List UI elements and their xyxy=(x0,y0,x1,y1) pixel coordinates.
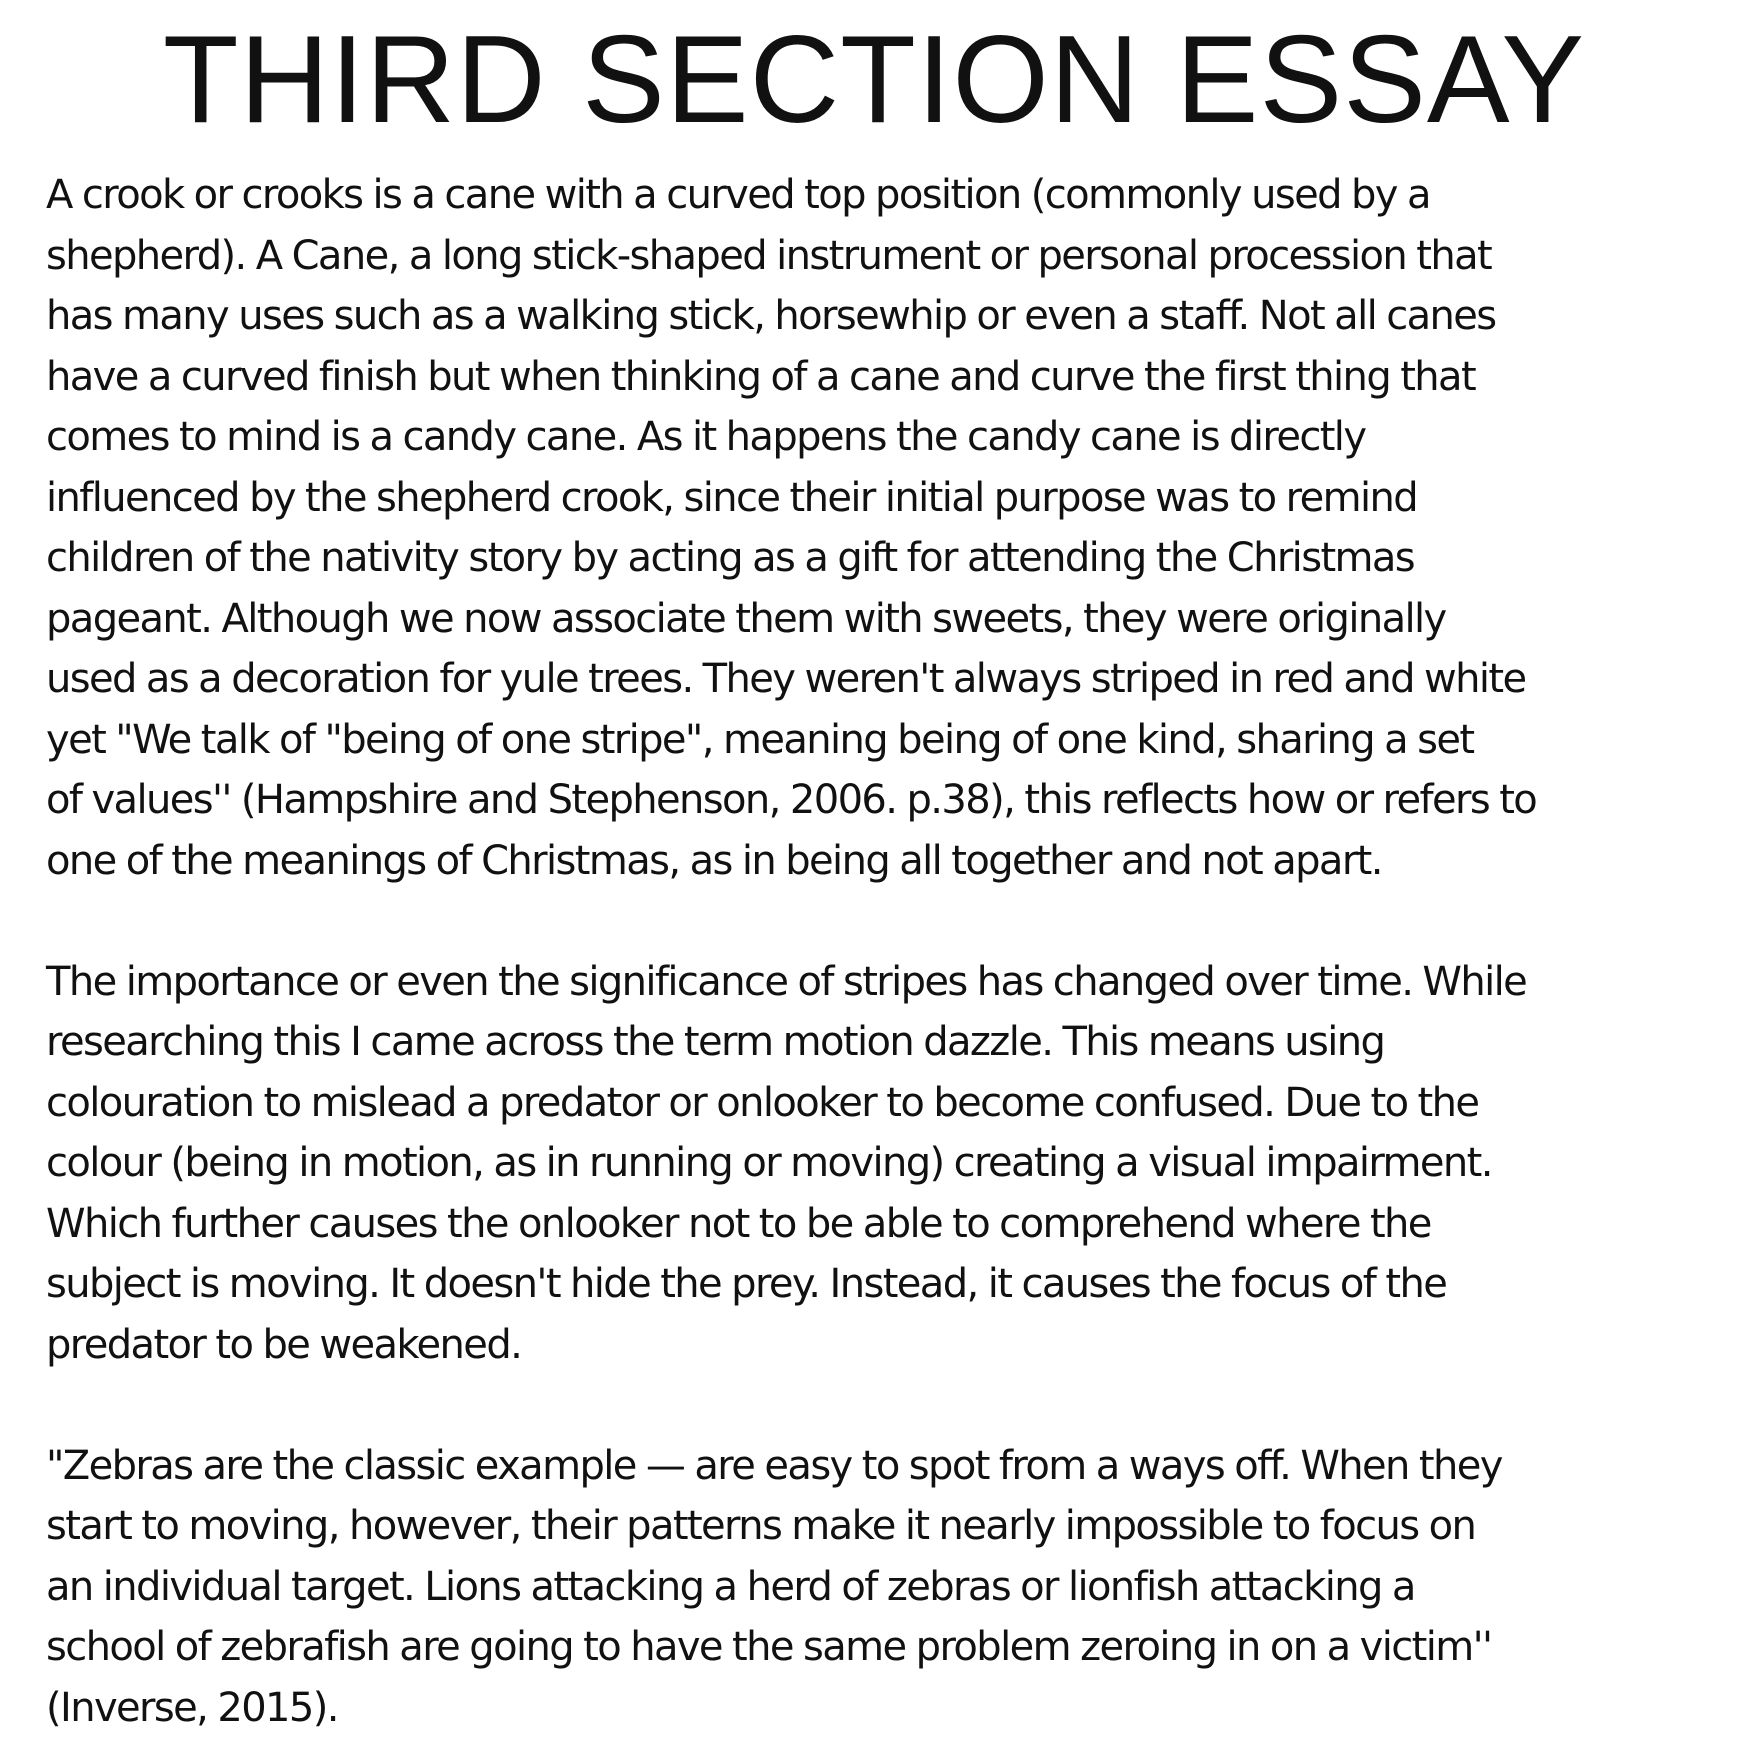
paragraph-crook-cane: A crook or crooks is a cane with a curved top position (commonly used by a shepherd). A Cane, a long stick-shaped instrument or personal procession that has many uses such as a walking stick, horsewhip or even a staff. Not all canes have a curved finish but when thinking of a cane and curve the first thing that comes to mind is a candy cane. As it happens the candy cane is directly influenced by the shepherd crook, since their initial purpose was to remind children of the nativity story by acting as a gift for attending the Christmas pageant. Although we now associate them with sweets, they were originally used as a decoration for yule trees. They weren't always striped in red and white yet "We talk of "being of one stripe", meaning being of one kind, sharing a set of values'' (Hampshire and Stephenson, 2006. p.38), this reflects how or refers to one of the meanings of Christmas, as in being all together and not apart. xyxy=(46,172,1537,884)
page-title: THIRD SECTION ESSAY xyxy=(162,11,1586,149)
essay-body xyxy=(46,165,1746,1738)
paragraph-motion-dazzle: The importance or even the significance of stripes has changed over time. While researching this I came across the term motion dazzle. This means using colouration to mislead a predator or onlooker to become confused. Due to the colour (being in motion, as in running or moving) creating a visual impairment. Which further causes the onlooker not to be able to comprehend where the subject is moving. It doesn't hide the prey. Instead, it causes the focus of the predator to be weakened. xyxy=(46,958,1527,1368)
paragraph-zebras-quote: "Zebras are the classic example — are easy to spot from a ways off. When they start to moving, however, their patterns make it nearly impossible to focus on an individual target. Lions attacking a herd of zebras or lionfish attacking a school of zebrafish are going to have the same problem zeroing in on a victim'' (Inverse, 2015). xyxy=(46,1442,1502,1731)
